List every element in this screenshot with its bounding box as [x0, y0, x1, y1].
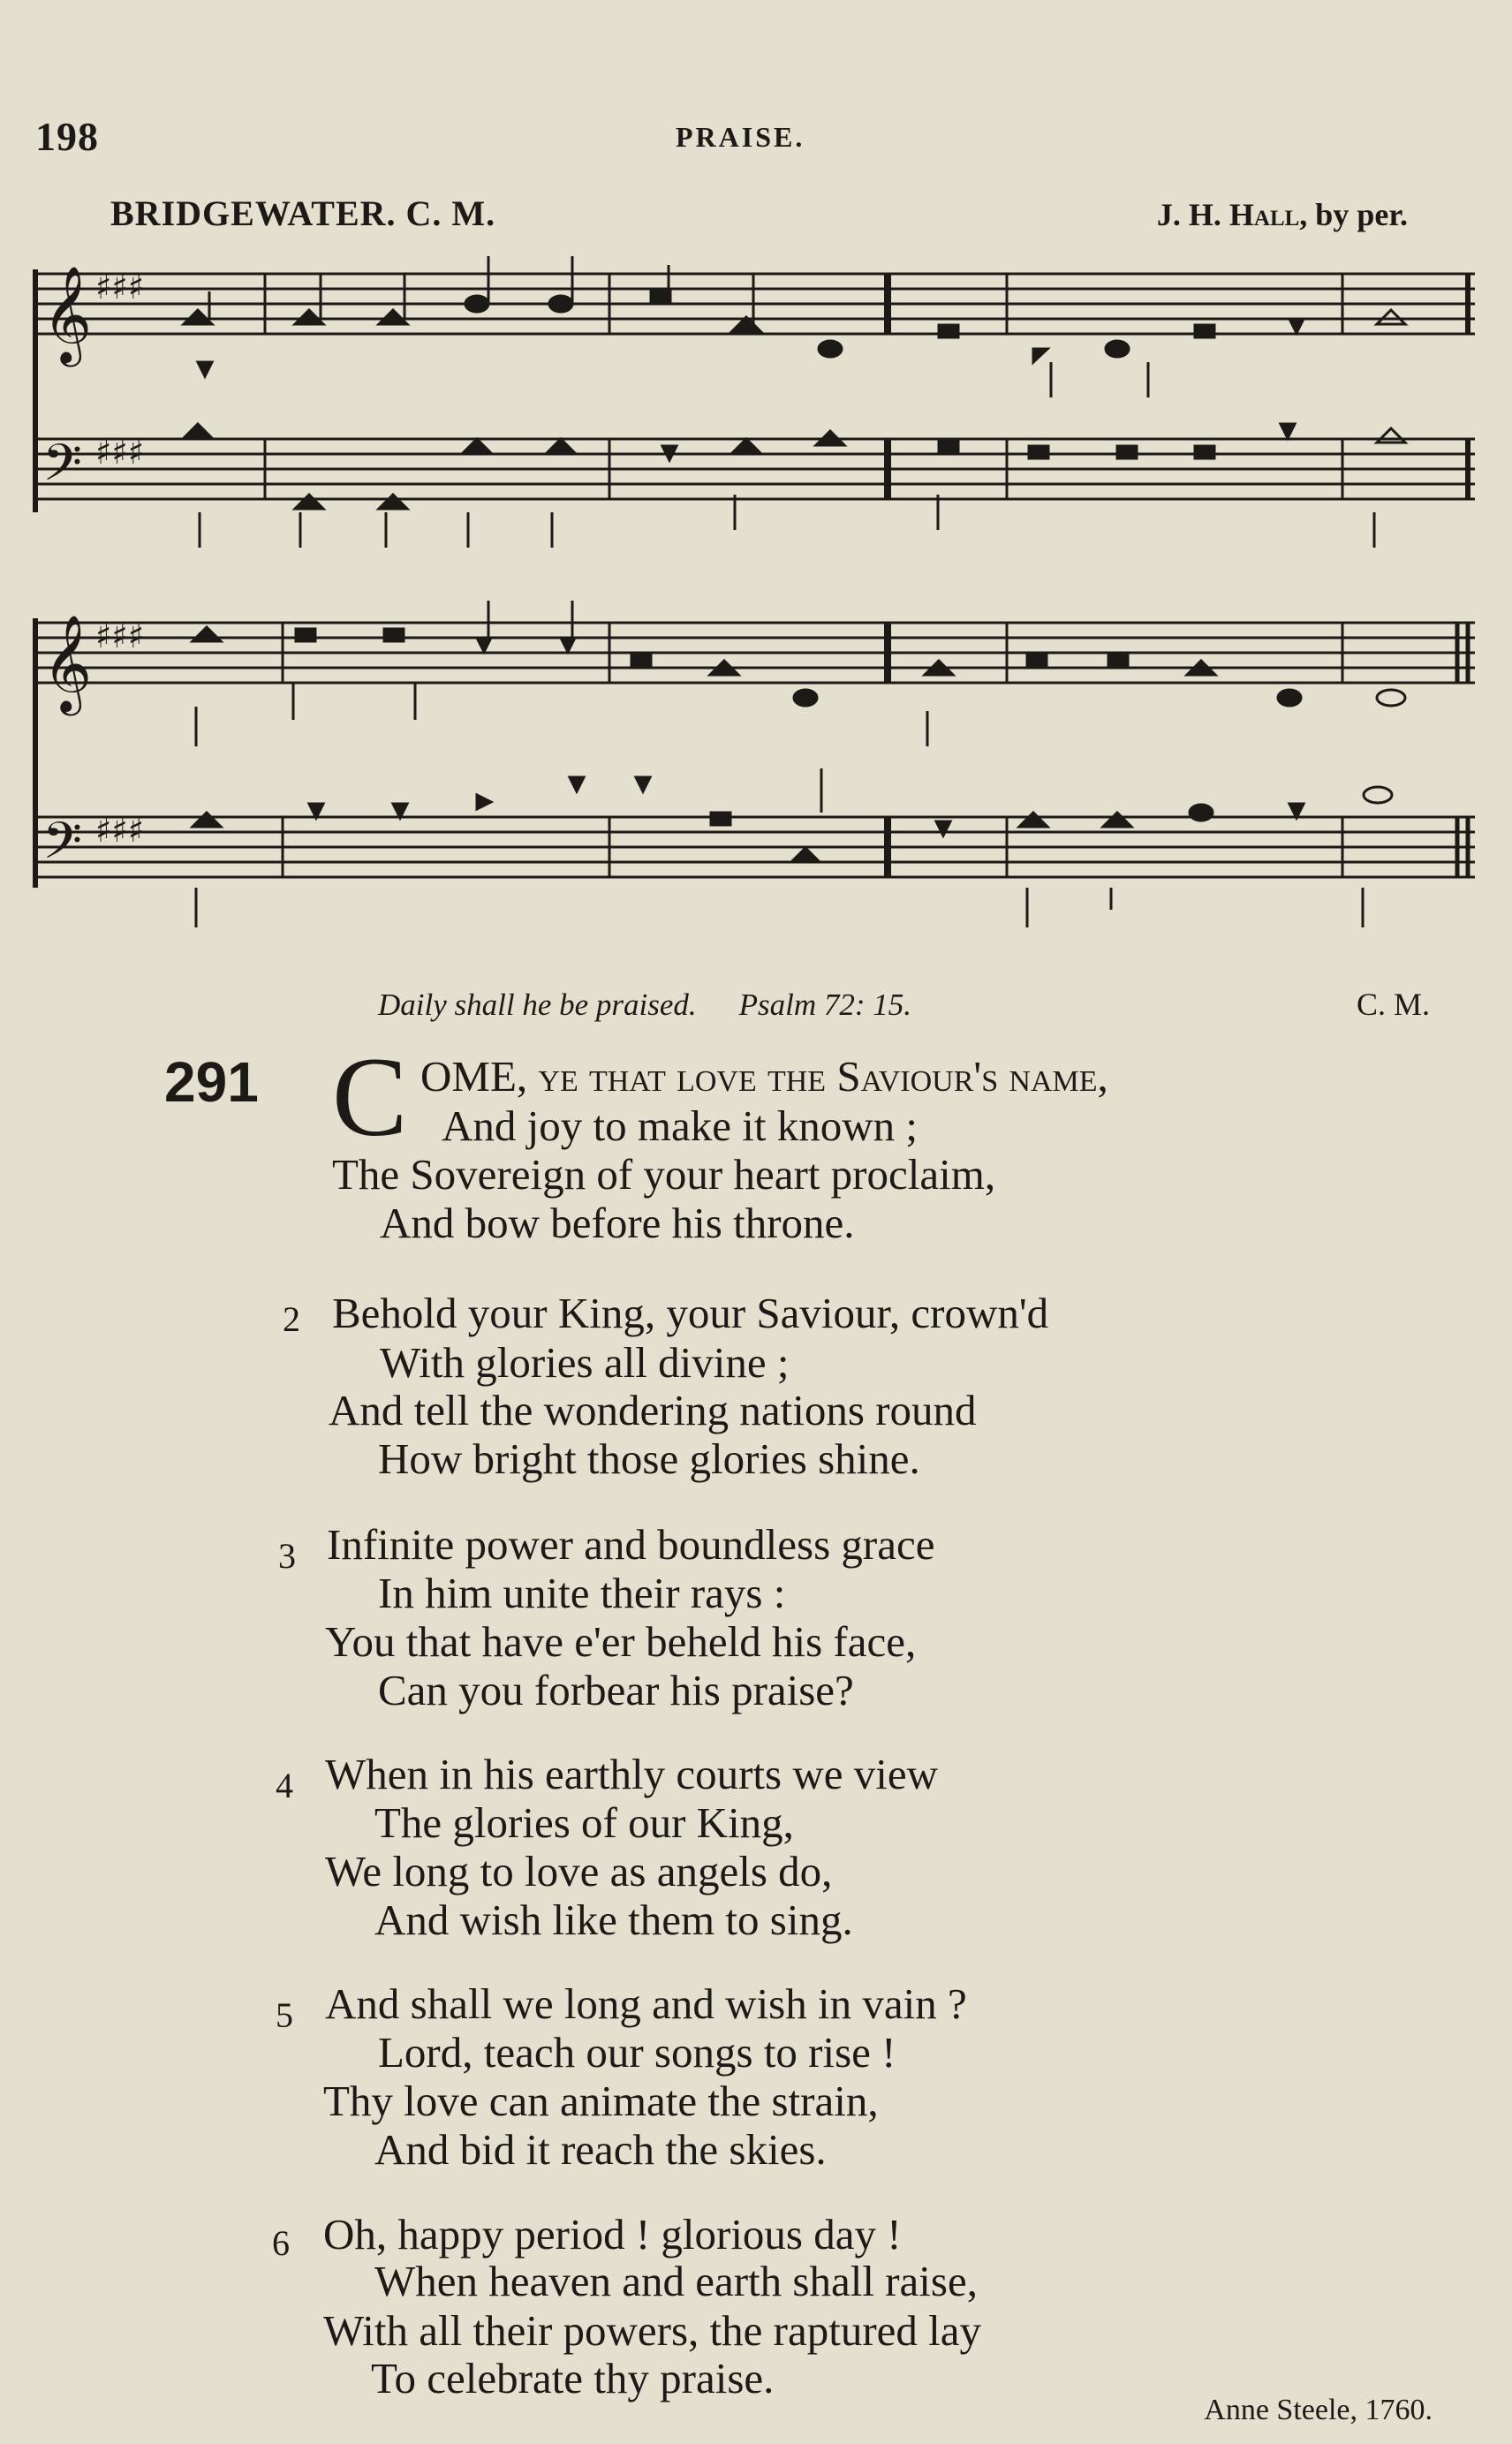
stanza-6-number: 6	[272, 2223, 290, 2263]
hymn-meter: C. M.	[1356, 987, 1430, 1022]
stanza-1-line-4: And bow before his throne.	[380, 1199, 855, 1247]
stanza-2-line-2: With glories all divine ;	[380, 1338, 790, 1387]
stanza-6-line-4: To celebrate thy praise.	[371, 2354, 775, 2402]
stanza-2-line-1: Behold your King, your Saviour, crown'd	[332, 1289, 1049, 1337]
stanza-6-line-3: With all their powers, the raptured lay	[323, 2306, 982, 2355]
svg-text:𝄞: 𝄞	[42, 615, 93, 712]
author-credit: Anne Steele, 1760.	[1204, 2394, 1433, 2426]
stanza-5-line-3: Thy love can animate the strain,	[323, 2077, 879, 2125]
composer-suffix: , by per.	[1299, 197, 1408, 232]
stanza-2-number: 2	[283, 1299, 300, 1339]
composer-name: Hall	[1228, 197, 1300, 232]
stanza-5-line-2: Lord, teach our songs to rise !	[378, 2028, 896, 2077]
stanza-6-line-2: When heaven and earth shall raise,	[374, 2257, 978, 2305]
drop-cap: C	[332, 1034, 408, 1160]
stanza-3-line-4: Can you forbear his praise?	[378, 1666, 854, 1714]
caption-text: Daily shall he be praised.	[378, 987, 697, 1022]
svg-text:♯♯♯: ♯♯♯	[95, 811, 145, 850]
stanza-1-line-3: The Sovereign of your heart proclaim,	[332, 1150, 996, 1199]
section-title: PRAISE.	[676, 121, 805, 153]
tune-name: BRIDGEWATER. C. M.	[110, 193, 496, 233]
stanza-3-number: 3	[278, 1536, 296, 1576]
stanza-2-line-3: And tell the wondering nations round	[329, 1386, 977, 1434]
hymn-number: 291	[164, 1050, 259, 1114]
svg-text:♯♯♯: ♯♯♯	[95, 268, 145, 306]
svg-text:♯♯♯: ♯♯♯	[95, 617, 145, 655]
scripture-reference: Psalm 72: 15.	[738, 987, 912, 1022]
svg-text:♯♯♯: ♯♯♯	[95, 433, 145, 472]
stanza-4-line-2: The glories of our King,	[374, 1798, 794, 1847]
stanza-6-line-1: Oh, happy period ! glorious day !	[323, 2210, 902, 2259]
svg-text:𝄞: 𝄞	[42, 266, 93, 363]
stanza-1-line-1: OME, ye that love the Saviour's name,	[420, 1052, 1108, 1101]
music-score	[0, 0, 1512, 972]
page-number: 198	[35, 114, 99, 159]
svg-text:𝄢: 𝄢	[42, 811, 83, 883]
clefs	[42, 266, 144, 883]
stanza-5-line-4: And bid it reach the skies.	[374, 2125, 827, 2174]
stanza-4-line-3: We long to love as angels do,	[325, 1847, 833, 1895]
composer-initials: J. H.	[1156, 197, 1229, 232]
stanza-1-line-2: And joy to make it known ;	[442, 1101, 918, 1150]
stanza-5-line-1: And shall we long and wish in vain ?	[325, 1979, 967, 2028]
stanza-5-number: 5	[276, 1995, 293, 2035]
stanza-4-line-1: When in his earthly courts we view	[325, 1750, 938, 1798]
stanza-2-line-4: How bright those glories shine.	[378, 1434, 920, 1483]
stanza-4-number: 4	[276, 1766, 293, 1805]
hymn-caption	[378, 987, 911, 1023]
system-2-staves	[35, 618, 1475, 888]
note-heads	[184, 291, 1405, 862]
stanza-3-line-2: In him unite their rays :	[378, 1569, 786, 1617]
svg-text:𝄢: 𝄢	[42, 433, 83, 505]
stanza-4-line-4: And wish like them to sing.	[374, 1895, 853, 1944]
stanza-3-line-3: You that have e'er beheld his face,	[325, 1617, 917, 1666]
stanza-3-line-1: Infinite power and boundless grace	[327, 1520, 935, 1569]
system-1-staves	[35, 269, 1475, 512]
note-stems	[196, 256, 1374, 927]
